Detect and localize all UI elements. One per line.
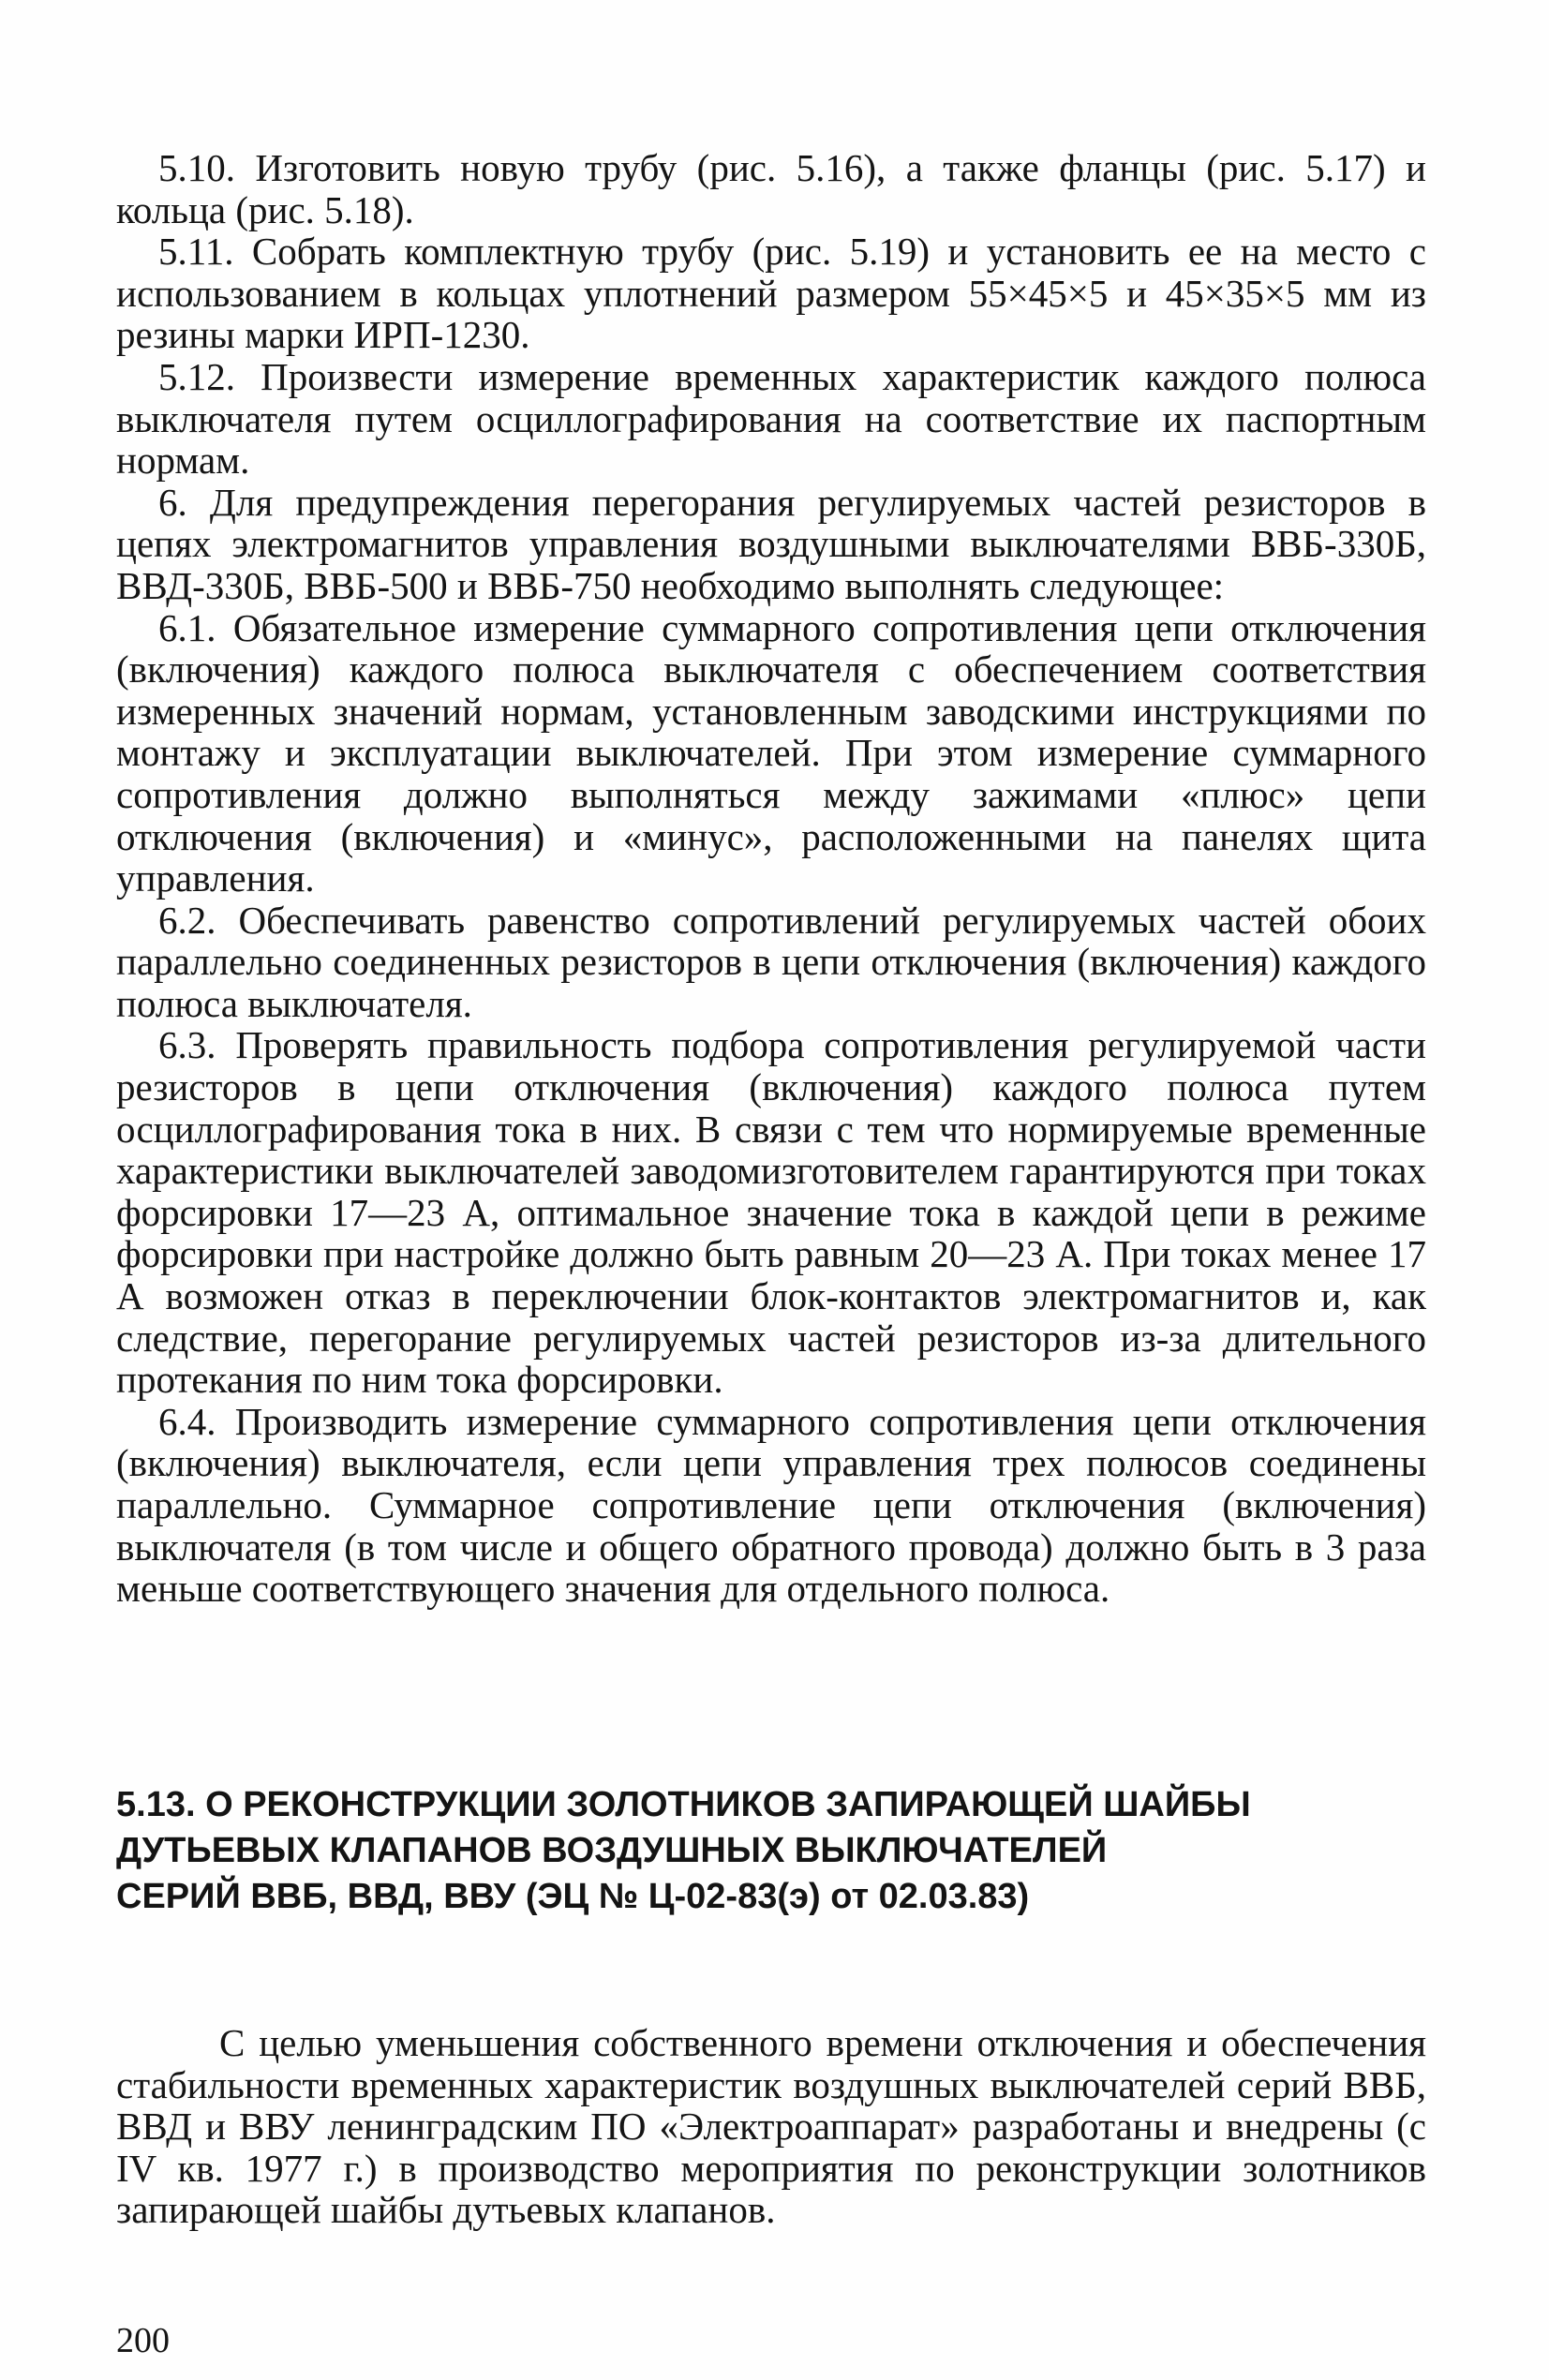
paragraph-6-2: 6.2. Обеспечивать равенство сопротивлений регулируемых частей обоих параллельно соединенных резисторов в цепи отключения (включения) каждого полюса выключателя. — [116, 898, 1426, 1025]
paragraph-5-10: 5.10. Изготовить новую трубу (рис. 5.16), а также фланцы (рис. 5.17) и кольца (рис. 5.18). — [116, 146, 1426, 231]
paragraph-6-3: 6.3. Проверять правильность подбора сопротивления регулируемой части резисторов в цепи отключения (включения) каждого полюса путем осциллографирования тока в них. В связи с тем что нормируемые временные характеристики выключателей заводомизготовителем гарантируются при токах форсировки 17—23 А, оптимальное значение тока в каждой цепи в режиме форсировки при настройке должно быть равным 20—23 А. При токах менее 17 А возможен отказ в переключении блок-контактов электромагнитов и, как следствие, перегорание регулируемых частей резисторов из-за длительного протекания по ним тока форсировки. — [116, 1023, 1426, 1402]
paragraph-6: 6. Для предупреждения перегорания регулируемых частей резисторов в цепях электромагнитов управления воздушными выключателями ВВБ-330Б, ВВД-330Б, ВВБ-500 и ВВБ-750 необходимо выполнять следующее: — [116, 480, 1426, 607]
section-heading — [116, 1782, 1426, 1920]
section-paragraph: С целью уменьшения собственного времени отключения и обеспечения стабильности временных характеристик воздушных выключателей серий ВВБ, ВВД и ВВУ ленинградским ПО «Электроаппарат» разработаны и внедрены (с IV кв. 1977 г.) в производство мероприятия по реконструкции золотников запирающей шайбы дутьевых клапанов. — [116, 2021, 1426, 2232]
paragraph-6-1: 6.1. Обязательное измерение суммарного сопротивления цепи отключения (включения) каждого полюса выключателя с обеспечением соответствия измеренных значений нормам, установленным заводскими инструкциями по монтажу и эксплуатации выключателей. При этом измерение суммарного сопротивления должно выполняться между зажимами «плюс» цепи отключения (включения) и «минус», расположенными на панелях щита управления. — [116, 605, 1426, 900]
page-number: 200 — [116, 2321, 170, 2360]
body-text-bottom — [116, 2022, 1426, 2231]
section-heading-line-3: СЕРИЙ ВВБ, ВВД, ВВУ (ЭЦ № Ц-02-83(э) от 02.03.83) — [116, 1877, 1030, 1916]
paragraph-6-4: 6.4. Производить измерение суммарного сопротивления цепи отключения (включения) выключателя, если цепи управления трех полюсов соединены параллельно. Суммарное сопротивление цепи отключения (включения) выключателя (в том числе и общего обратного провода) должно быть в 3 раза меньше соответствующего значения для отдельного полюса. — [116, 1399, 1426, 1611]
paragraph-5-11: 5.11. Собрать комплектную трубу (рис. 5.19) и установить ее на место с использованием в кольцах уплотнений размером 55×45×5 и 45×35×5 мм из резины марки ИРП-1230. — [116, 230, 1426, 357]
body-text-top — [116, 147, 1426, 1610]
section-heading-line-1: 5.13. О РЕКОНСТРУКЦИИ ЗОЛОТНИКОВ ЗАПИРАЮЩЕЙ ШАЙБЫ — [116, 1785, 1251, 1824]
paragraph-5-12: 5.12. Произвести измерение временных характеристик каждого полюса выключателя путем осциллографирования на соответствие их паспортным нормам. — [116, 354, 1426, 483]
section-heading-line-2: ДУТЬЕВЫХ КЛАПАНОВ ВОЗДУШНЫХ ВЫКЛЮЧАТЕЛЕЙ — [116, 1831, 1108, 1870]
